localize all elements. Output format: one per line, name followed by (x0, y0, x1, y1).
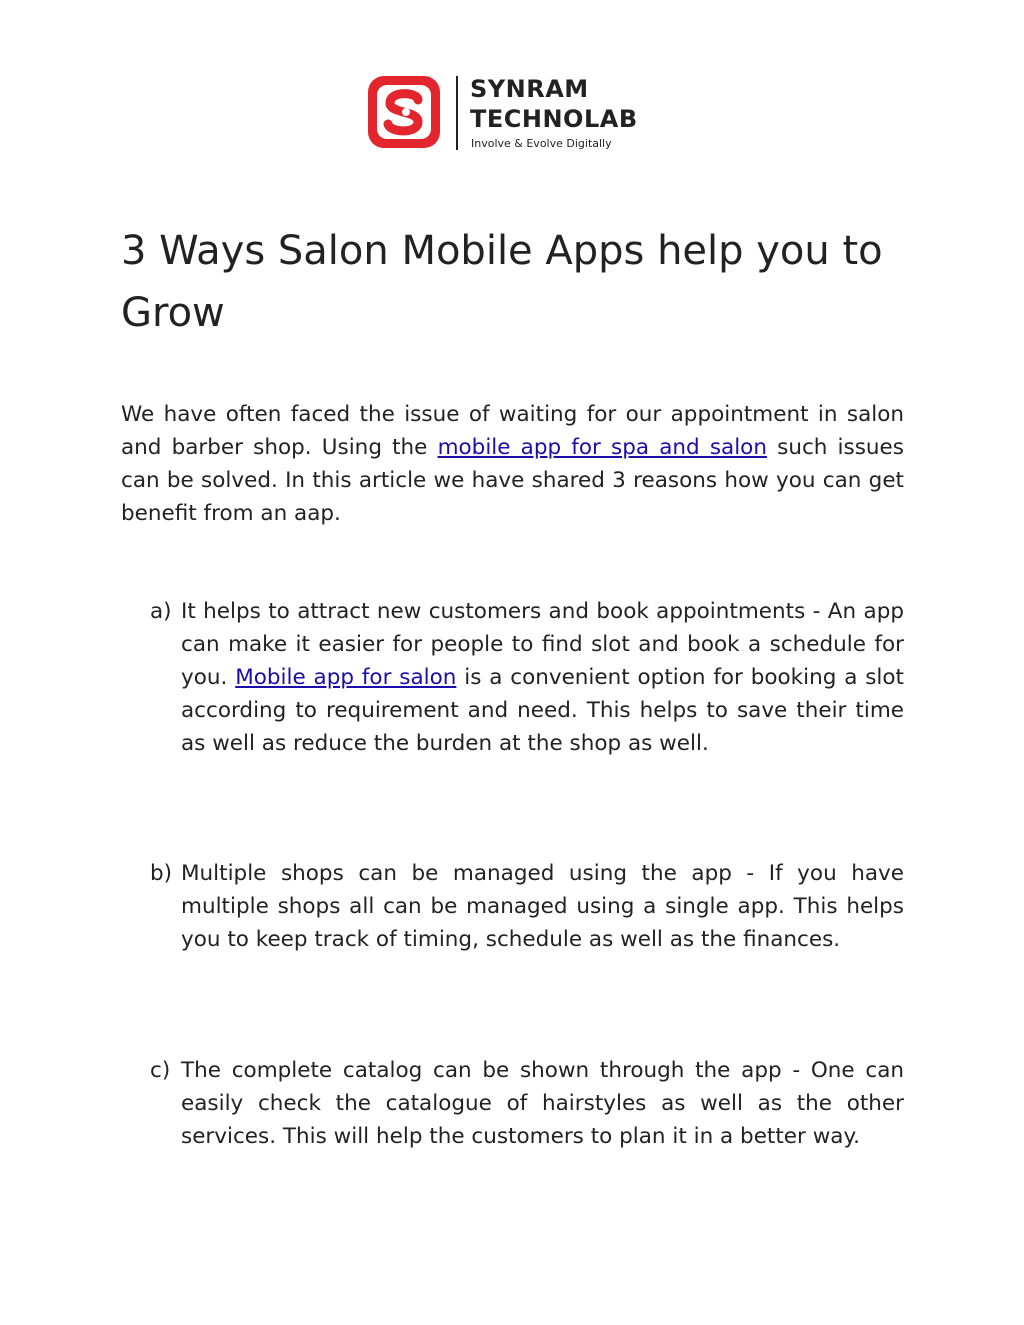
page-title: 3 Ways Salon Mobile Apps help you to Grow (121, 228, 883, 336)
list-item-text: Multiple shops can be managed using the app - If you have multiple shops all can be managed using a single app. This helps you to keep track of timing, schedule as well as the finances. (181, 861, 904, 952)
list-item-b (150, 857, 904, 956)
logo-divider (456, 76, 458, 150)
item-a-text-after: is a convenient option for booking a slot according to requirement and need. This helps to save their time as well as reduce the burden at the shop as well. (181, 665, 904, 756)
logo-name-line2: TECHNOLAB (470, 105, 638, 133)
list-item-a (150, 595, 904, 760)
intro-text-after: such issues can be solved. In this article we have shared 3 reasons how you can get benefit from an aap. (121, 435, 904, 526)
intro-text-before: We have often faced the issue of waiting for our appointment in salon and barber shop. Using the (121, 402, 904, 460)
spa-salon-app-link[interactable]: mobile app for spa and salon (437, 435, 767, 460)
list-marker: a) (150, 599, 172, 624)
list-item-c (150, 1054, 904, 1153)
intro-paragraph (121, 398, 904, 530)
list-marker: b) (150, 861, 173, 886)
list-item-text (181, 595, 904, 760)
list-item-text: The complete catalog can be shown through the app - One can easily check the catalogue of hairstyles as well as the other services. This will help the customers to plan it in a better way. (181, 1058, 904, 1149)
logo-tagline: Involve & Evolve Digitally (471, 137, 612, 150)
logo-s-icon (366, 74, 442, 150)
company-logo (366, 72, 666, 154)
logo-name-line1: SYNRAM (470, 75, 589, 103)
item-a-text-before: It helps to attract new customers and book appointments - An app can make it easier for people to find slot and book a schedule for you. (181, 599, 904, 690)
salon-app-link[interactable]: Mobile app for salon (235, 665, 457, 690)
list-marker: c) (150, 1058, 171, 1083)
